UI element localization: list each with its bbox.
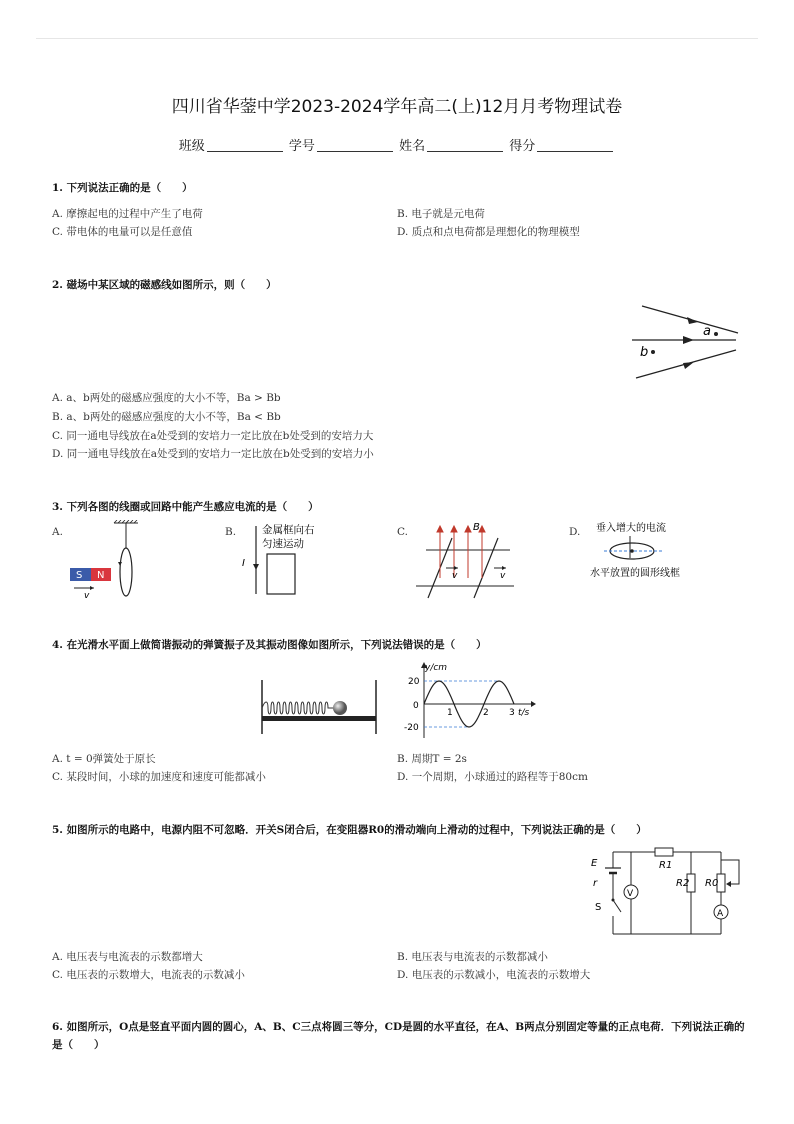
q1-stem: 1. 下列说法正确的是（ ） — [52, 182, 193, 194]
q1-option-c[interactable]: C. 带电体的电量可以是任意值 — [52, 226, 193, 238]
point-a-dot — [714, 332, 718, 336]
svg-text:B: B — [473, 522, 480, 533]
svg-text:1: 1 — [447, 708, 453, 718]
svg-text:0: 0 — [413, 701, 419, 711]
q1-option-d[interactable]: D. 质点和点电荷都是理想化的物理模型 — [397, 226, 580, 238]
q2-option-d[interactable]: D. 同一通电导线放在a处受到的安培力一定比放在b处受到的安培力小 — [52, 448, 374, 460]
q3-figure-a — [66, 520, 146, 600]
name-blank[interactable] — [427, 139, 503, 152]
point-a-label: a — [703, 324, 711, 339]
svg-text:20: 20 — [408, 677, 420, 687]
q3-option-c-label[interactable]: C. — [397, 526, 408, 538]
q2-option-a[interactable]: A. a、b两处的磁感应强度的大小不等，Ba > Bb — [52, 392, 281, 404]
q4-option-b[interactable]: B. 周期T = 2s — [397, 753, 467, 765]
class-label: 班级 — [178, 139, 205, 154]
q4-option-c[interactable]: C. 某段时间，小球的加速度和速度可能都减小 — [52, 771, 266, 783]
header-divider — [36, 38, 758, 39]
q6-stem: 6. 如图所示，O点是竖直平面内圆的圆心，A、B、C三点将圆三等分，CD是圆的水平直径，在A、B两点分别固定等量的正点电荷．下列说法正确的是（ ） — [52, 1021, 745, 1051]
arrow-middle-icon — [683, 336, 694, 344]
name-label: 姓名 — [399, 139, 426, 154]
svg-text:E: E — [591, 858, 598, 869]
metal-frame — [267, 554, 295, 594]
q3-option-b-label[interactable]: B. — [225, 526, 237, 538]
score-blank[interactable] — [537, 139, 613, 152]
q3-option-a-label[interactable]: A. — [52, 526, 63, 538]
q3-figure-d — [586, 518, 706, 588]
hanging-coil — [120, 548, 132, 596]
svg-text:A: A — [717, 909, 724, 919]
q5-option-c[interactable]: C. 电压表的示数增大，电流表的示数减小 — [52, 969, 245, 981]
q2-option-c[interactable]: C. 同一通电导线放在a处受到的安培力一定比放在b处受到的安培力大 — [52, 430, 374, 442]
svg-text:3: 3 — [509, 708, 515, 718]
q3-option-d-label[interactable]: D. — [569, 526, 581, 538]
score-label: 得分 — [509, 139, 536, 154]
q2-option-b[interactable]: B. a、b两处的磁感应强度的大小不等，Ba < Bb — [52, 411, 281, 423]
svg-text:垂入增大的电流: 垂入增大的电流 — [596, 523, 666, 534]
q4-stem: 4. 在光滑水平面上做简谐振动的弹簧振子及其振动图像如图所示，下列说法错误的是（ ） — [52, 639, 487, 651]
svg-text:S: S — [76, 570, 83, 581]
q5-option-b[interactable]: B. 电压表与电流表的示数都减小 — [397, 951, 548, 963]
svg-text:2: 2 — [483, 708, 489, 718]
svg-text:R0: R0 — [705, 878, 719, 889]
svg-text:-20: -20 — [404, 723, 419, 733]
id-label: 学号 — [288, 139, 315, 154]
q3-stem: 3. 下列各图的线圈或回路中能产生感应电流的是（ ） — [52, 501, 319, 513]
svg-text:N: N — [97, 570, 105, 581]
q2-field-lines-figure — [628, 300, 748, 384]
page-title: 四川省华蓥中学2023-2024学年高二(上)12月月考物理试卷 — [171, 97, 623, 117]
point-b-label: b — [640, 345, 649, 360]
q3-figure-b — [238, 520, 338, 600]
q5-circuit-diagram — [585, 846, 745, 942]
svg-text:v: v — [500, 571, 506, 581]
class-blank[interactable] — [207, 139, 283, 152]
svg-text:r: r — [593, 878, 598, 889]
q5-option-d[interactable]: D. 电压表的示数减小，电流表的示数增大 — [397, 969, 591, 981]
q5-stem: 5. 如图所示的电路中，电源内阻不可忽略．开关S闭合后，在变阻器R0的滑动端向上滑动的过程中，下列说法正确的是（ ） — [52, 824, 647, 836]
svg-text:y/cm: y/cm — [425, 663, 448, 673]
student-info-line — [0, 135, 794, 154]
svg-text:v: v — [452, 571, 458, 581]
smooth-surface — [262, 716, 376, 721]
q4-option-d[interactable]: D. 一个周期，小球通过的路程等于80cm — [397, 771, 588, 783]
q3-figure-c — [410, 518, 520, 600]
q4-spring-oscillator-figure — [256, 678, 384, 738]
point-b-dot — [651, 350, 655, 354]
arrow-top-icon — [687, 317, 698, 324]
svg-text:S: S — [595, 902, 602, 913]
svg-text:V: V — [627, 889, 634, 899]
svg-text:R1: R1 — [659, 860, 673, 871]
q4-vibration-graph — [398, 660, 548, 742]
spring — [262, 702, 334, 714]
svg-text:金属框向右: 金属框向右 — [262, 524, 315, 536]
svg-text:v: v — [84, 591, 90, 600]
id-blank[interactable] — [317, 139, 393, 152]
q2-stem: 2. 磁场中某区域的磁感线如图所示，则（ ） — [52, 279, 277, 291]
resistor-r1 — [655, 848, 673, 856]
svg-text:R2: R2 — [676, 878, 690, 889]
svg-text:t/s: t/s — [518, 708, 530, 718]
ball — [333, 701, 347, 715]
q1-option-b[interactable]: B. 电子就是元电荷 — [397, 208, 485, 220]
svg-text:匀速运动: 匀速运动 — [262, 538, 304, 550]
svg-text:水平放置的圆形线框: 水平放置的圆形线框 — [590, 568, 680, 579]
q5-option-a[interactable]: A. 电压表与电流表的示数都增大 — [52, 951, 203, 963]
q4-option-a[interactable]: A. t = 0弹簧处于原长 — [52, 753, 156, 765]
svg-text:I: I — [242, 558, 245, 569]
arrow-bottom-icon — [683, 362, 694, 369]
q1-option-a[interactable]: A. 摩擦起电的过程中产生了电荷 — [52, 208, 203, 220]
